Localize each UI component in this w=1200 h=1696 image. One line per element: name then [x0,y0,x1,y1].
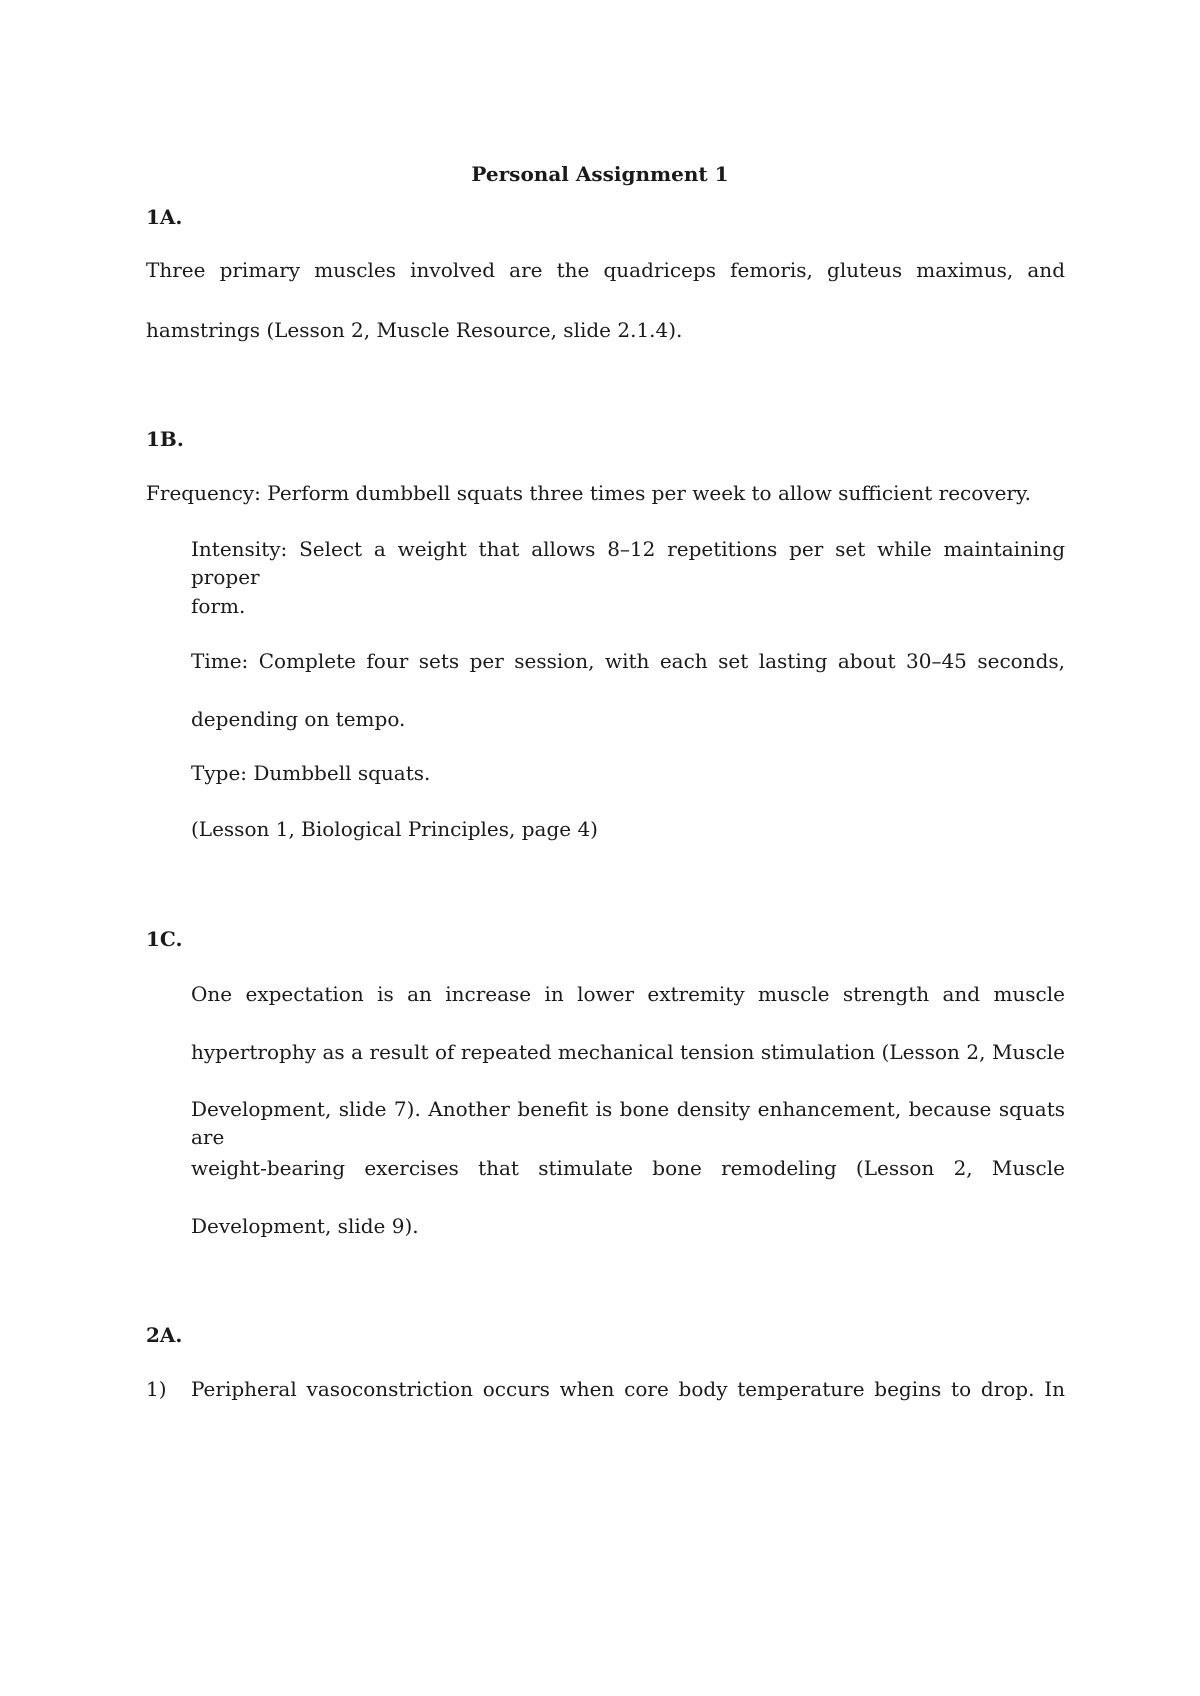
section-heading-1b: 1B. [146,427,184,451]
section-1c-line: hypertrophy as a result of repeated mechanical tension stimulation (Lesson 2, Muscle [191,1040,1065,1064]
type-line: Type: Dumbbell squats. [191,761,431,785]
section-1c-line: One expectation is an increase in lower extremity muscle strength and muscle [191,982,1065,1006]
list-item-number: 1) [146,1377,167,1401]
section-1c-line: weight-bearing exercises that stimulate bone remodeling (Lesson 2, Muscle [191,1156,1065,1180]
frequency-line: Frequency: Perform dumbbell squats three times per week to allow sufficient recovery. [146,481,1031,505]
section-1a-line: Three primary muscles involved are the quadriceps femoris, gluteus maximus, and [146,258,1065,282]
section-1a-line: hamstrings (Lesson 2, Muscle Resource, slide 2.1.4). [146,318,683,342]
intensity-line: form. [191,594,246,618]
document-title: Personal Assignment 1 [471,162,729,186]
section-2a-line: Peripheral vasoconstriction occurs when core body temperature begins to drop. In [191,1377,1065,1401]
section-heading-2a: 2A. [146,1323,183,1347]
citation-line: (Lesson 1, Biological Principles, page 4) [191,817,598,841]
time-line: depending on tempo. [191,707,406,731]
time-line: Time: Complete four sets per session, with each set lasting about 30–45 seconds, [191,649,1065,673]
section-heading-1c: 1C. [146,927,183,951]
intensity-line: Intensity: Select a weight that allows 8–12 repetitions per set while maintaining proper [191,537,1065,589]
section-1c-line: Development, slide 7). Another benefit is bone density enhancement, because squats are [191,1097,1065,1149]
section-heading-1a: 1A. [146,205,183,229]
section-1c-line: Development, slide 9). [191,1214,419,1238]
